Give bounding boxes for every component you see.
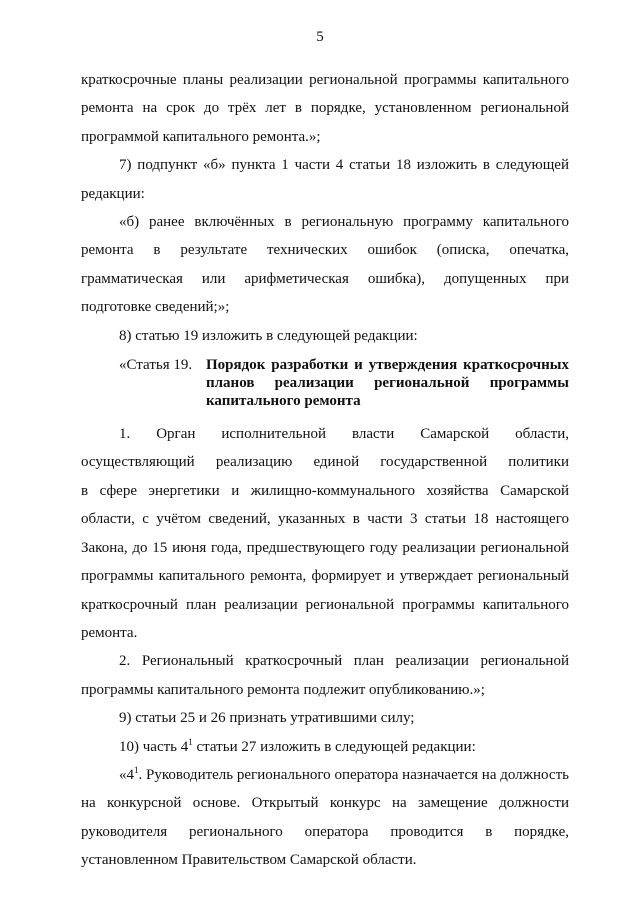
paragraph-quote-4-1 <box>81 761 569 875</box>
part-text: в сфере энергетики и жилищно-коммунального хозяйства Самарской области, с учётом сведений, указанных в части 3 статьи 18 настоящего Закона, до 15 июня года, предшествующего году реализации региональной программы капитального ремонта, формирует и утверждает региональный краткосрочный план реализации региональной программы капитального ремонта. <box>81 482 569 641</box>
quote-line: ремонта в результате технических ошибок (описка, опечатка, <box>81 242 569 259</box>
paragraph-item-10 <box>81 733 569 761</box>
paragraph-item-7: 7) подпункт «б» пункта 1 части 4 статьи 18 изложить в следующей редакции: <box>81 157 569 202</box>
article-part-2: 2. Региональный краткосрочный план реализации региональной программы капитального ремонта подлежит опубликованию.»; <box>81 653 569 698</box>
article-title-line: планов реализации региональной программы <box>206 375 569 392</box>
item-text: 10) часть 4 <box>119 738 189 755</box>
article-title-line: капитального ремонта <box>206 393 361 410</box>
superscript: 1 <box>188 736 193 747</box>
article-number: «Статья 19. <box>119 357 193 374</box>
paragraph-quote-b <box>81 208 569 322</box>
page-number: 5 <box>316 29 324 45</box>
article-heading <box>81 356 569 410</box>
paragraph-item-8: 8) статью 19 изложить в следующей редакции: <box>119 327 418 344</box>
article-title <box>206 356 569 410</box>
article-part-1 <box>81 420 569 647</box>
quote-line: подготовке сведений;»; <box>81 299 230 316</box>
document-body <box>81 66 569 875</box>
item-text: статьи 27 изложить в следующей редакции: <box>192 738 476 755</box>
superscript: 1 <box>134 764 139 775</box>
part-line: осуществляющий реализацию единой государственной политики <box>81 454 569 471</box>
part-line: 1. Орган исполнительной власти Самарской области, <box>119 426 569 443</box>
paragraph-item-9: 9) статьи 25 и 26 признать утратившими силу; <box>119 710 415 727</box>
quote-text: . Руководитель регионального оператора назначается на должность на конкурсной основе. Открытый конкурс на замещение должности руководителя регионального оператора проводится в порядке, установленном Правительством Самарской области. <box>81 766 569 869</box>
quote-line: грамматическая или арифметическая ошибка), допущенных при <box>81 270 569 287</box>
quote-line: «б) ранее включённых в региональную программу капитального <box>119 214 569 231</box>
paragraph-continuation: краткосрочные планы реализации региональной программы капитального ремонта на срок до трёх лет в порядке, установленном региональной программой капитального ремонта.»; <box>81 72 569 145</box>
article-title-line: Порядок разработки и утверждения краткосрочных <box>206 357 569 374</box>
quote-text: «4 <box>119 766 134 783</box>
